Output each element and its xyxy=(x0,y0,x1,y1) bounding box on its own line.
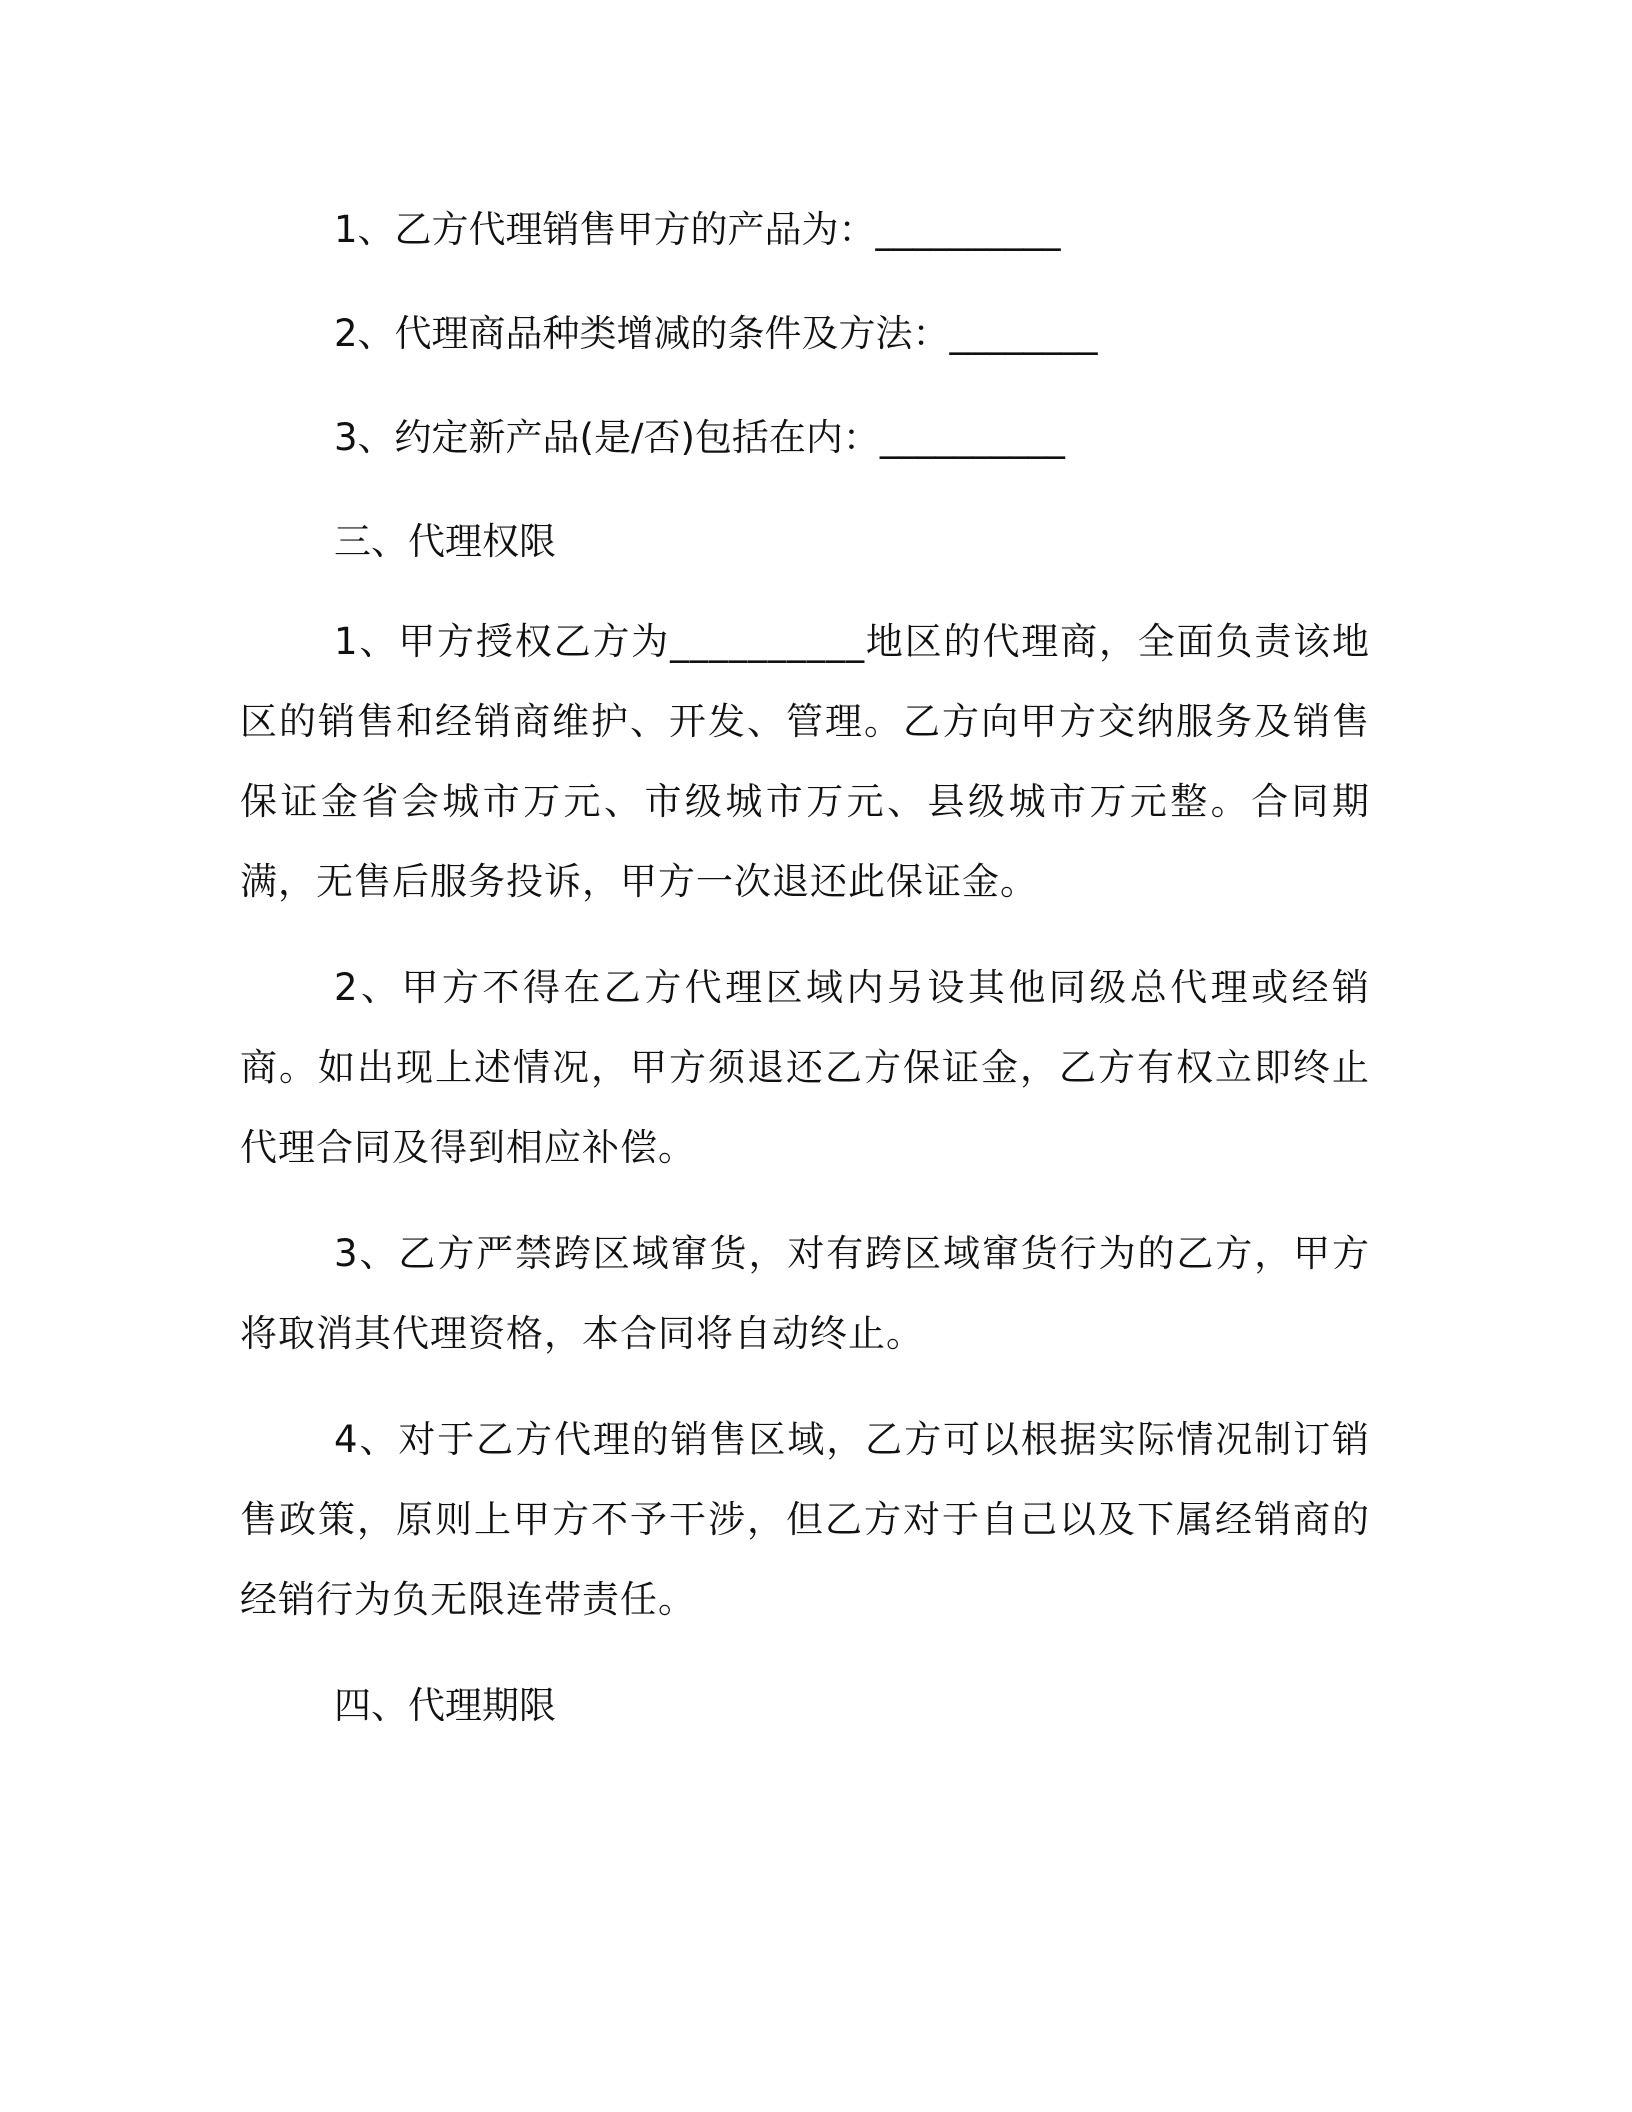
item-new-products: 3、约定新产品(是/否)包括在内：__________ xyxy=(334,416,1065,459)
item-products: 1、乙方代理销售甲方的产品为：__________ xyxy=(334,208,1061,251)
item-category-change: 2、代理商品种类增减的条件及方法：________ xyxy=(334,312,1098,355)
section-heading-authority: 三、代理权限 xyxy=(334,520,556,563)
section-heading-term: 四、代理期限 xyxy=(334,1684,556,1727)
paragraph-authority-4: 4、对于乙方代理的销售区域，乙方可以根据实际情况制订销售政策，原则上甲方不予干涉，但乙方对于自己以及下属经销商的经销行为负无限连带责任。 xyxy=(240,1418,1370,1621)
paragraph-authority-3: 3、乙方严禁跨区域窜货，对有跨区域窜货行为的乙方，甲方将取消其代理资格，本合同将自动终止。 xyxy=(240,1232,1370,1355)
paragraph-authority-1: 1、甲方授权乙方为__________地区的代理商，全面负责该地区的销售和经销商维护、开发、管理。乙方向甲方交纳服务及销售保证金省会城市万元、市级城市万元、县级城市万元整。合同期满，无售后服务投诉，甲方一次退还此保证金。 xyxy=(240,620,1370,903)
document-body xyxy=(240,190,1370,1746)
paragraph-authority-2: 2、甲方不得在乙方代理区域内另设其他同级总代理或经销商。如出现上述情况，甲方须退还乙方保证金，乙方有权立即终止代理合同及得到相应补偿。 xyxy=(240,966,1370,1169)
